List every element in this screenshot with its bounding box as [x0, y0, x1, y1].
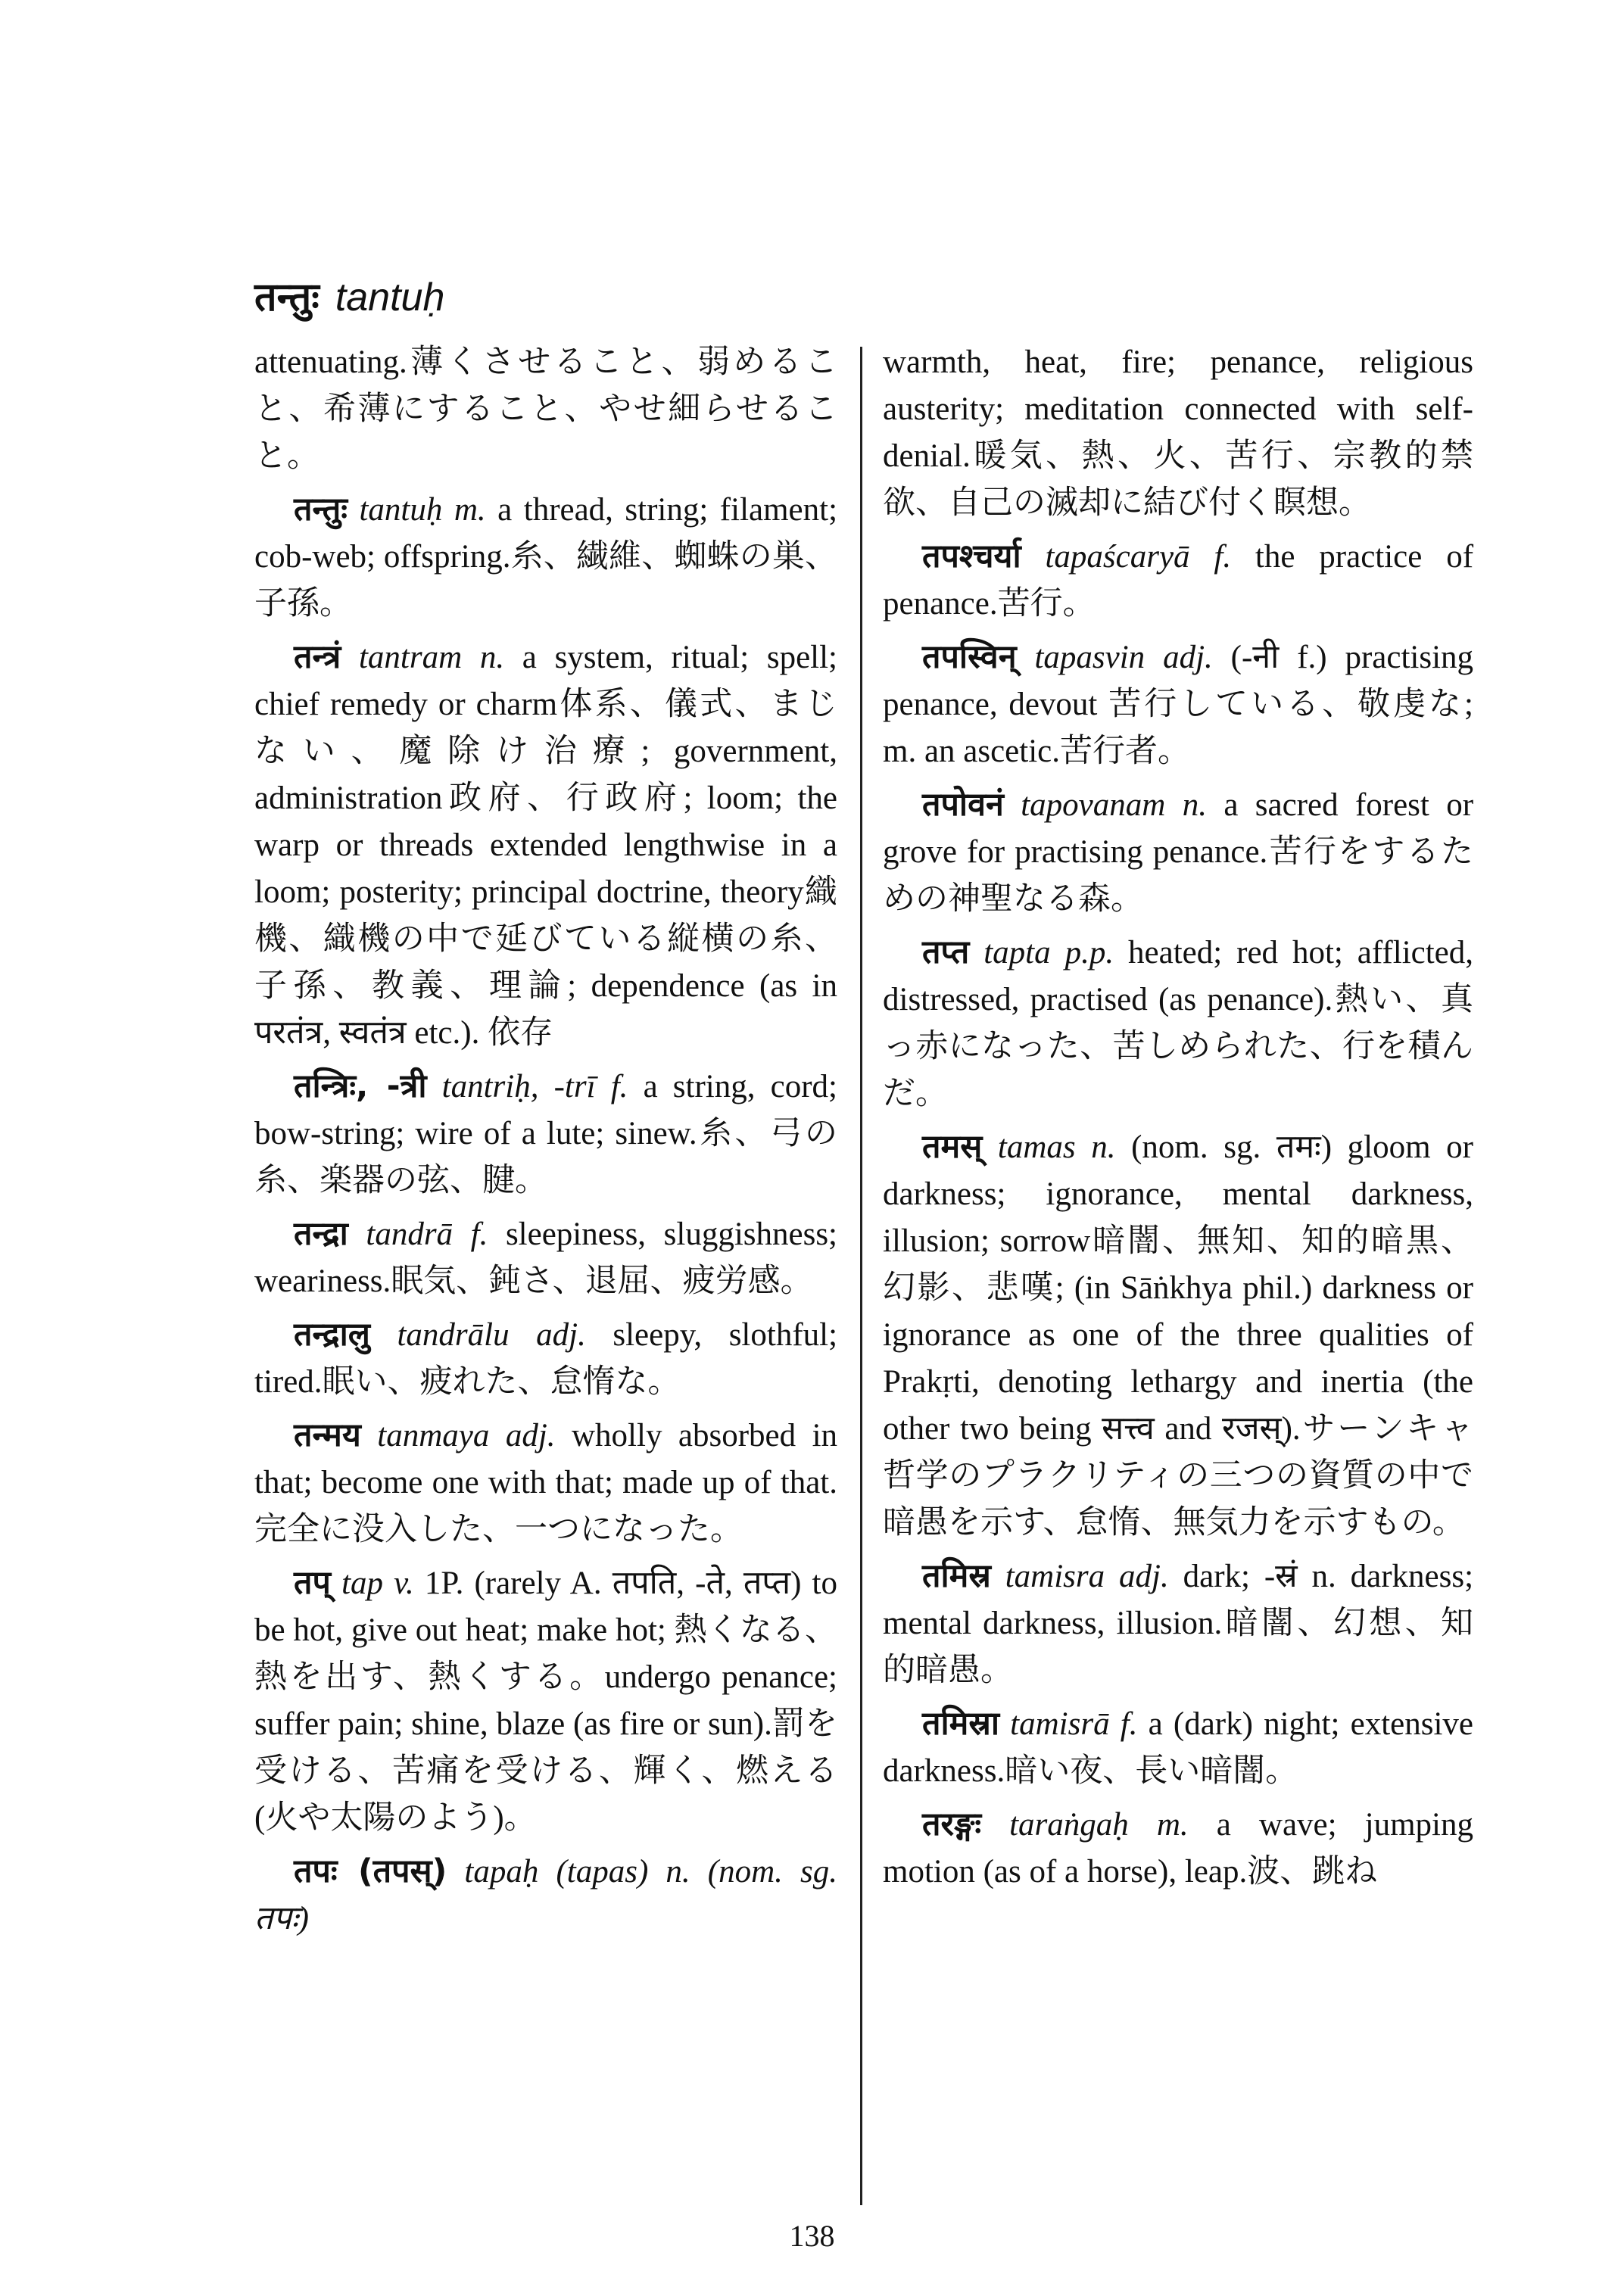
column-divider — [860, 347, 862, 2205]
entry-grammar: n. — [1091, 1129, 1116, 1165]
entry-translit: tantram — [358, 640, 463, 675]
entry-definition: a thread, string; filament; cob-web; offspring.糸、繊維、蜘蛛の巣、子孫。 — [254, 492, 838, 622]
entry-translit: tandrālu — [397, 1317, 510, 1353]
entry-devanagari: तप् — [294, 1564, 331, 1602]
entry-tapah — [254, 1848, 837, 1943]
entry-translit: tapasvin — [1034, 640, 1146, 675]
entry-definition: heated; red hot; afflicted, distressed, practised (as penance).熱い、真っ赤になった、苦しめられた、行を積んだ。 — [883, 935, 1474, 1111]
entry-tapta — [883, 929, 1473, 1117]
entry-devanagari: तपोवनं — [922, 786, 1004, 824]
entry-devanagari: तमिस्र — [922, 1557, 991, 1595]
entry-grammar: f. — [610, 1069, 628, 1104]
entry-tandralu — [254, 1311, 837, 1406]
header-headword-devanagari: तन्तुः — [254, 275, 320, 320]
entry-devanagari: तमिस्रा — [922, 1705, 999, 1743]
entry-translit: tamisrā — [1010, 1706, 1110, 1742]
entry-translit: tapaścaryā — [1045, 539, 1190, 575]
entry-tarangah — [883, 1801, 1473, 1896]
entry-grammar: f. — [470, 1217, 488, 1252]
entry-devanagari: तरङ्गः — [922, 1805, 982, 1843]
entry-tantrih — [254, 1063, 837, 1204]
entry-definition: (-नी f.) practising penance, devout 苦行している、敬虔な; m. an ascetic.苦行者。 — [883, 640, 1474, 769]
entry-translit: tandrā — [366, 1217, 454, 1252]
entry-definition: a string, cord; bow-string; wire of a lute; sinew.糸、弓の糸、楽器の弦、腱。 — [254, 1069, 837, 1198]
entry-definition: wholly absorbed in that; become one with that; made up of that.完全に没入した、一つになった。 — [254, 1418, 838, 1547]
entry-grammar: adj. — [505, 1418, 556, 1453]
entry-grammar: adj. — [1119, 1559, 1169, 1594]
entry-devanagari: तन्द्रालु — [294, 1316, 370, 1354]
entry-tantuh — [254, 486, 837, 628]
entry-definition: a wave; jumping motion (as of a horse), leap.波、跳ね — [883, 1807, 1473, 1890]
entry-devanagari: तन्द्रा — [294, 1215, 348, 1253]
entry-definition: a system, ritual; spell; chief remedy or charm体系、儀式、まじない、魔除け治療; government, administration政府、行政府; loom; the warp or threads extended lengthwise in a loom; posterity; principal doctrine, theory織機、織機の中で延びている縦横の糸、子孫、教義、理論; dependence (as in परतंत्र, स्वतंत्र etc.). 依存 — [254, 640, 838, 1051]
entry-devanagari: तपः (तपस्) — [294, 1852, 447, 1890]
entry-grammar: p.p. — [1064, 935, 1114, 970]
entry-grammar: adj. — [1163, 640, 1213, 675]
entry-translit: taraṅgaḥ — [1009, 1807, 1129, 1843]
entry-translit: tanmaya — [377, 1418, 490, 1453]
entry-translit: tap — [341, 1566, 384, 1601]
entry-tandra — [254, 1210, 837, 1305]
entry-devanagari: तपस्विन् — [922, 638, 1017, 676]
entry-definition: a sacred forest or grove for practising penance.苦行をするための神聖なる森。 — [883, 787, 1474, 917]
entry-devanagari: तन्त्रं — [294, 638, 341, 676]
entry-tamas — [883, 1123, 1473, 1547]
entry-grammar: f. — [1214, 539, 1232, 575]
entry-continuation — [254, 339, 837, 480]
entry-devanagari: तप्त — [922, 933, 970, 971]
right-column — [883, 339, 1473, 1902]
left-column — [254, 339, 837, 1949]
entry-translit: tantriḥ, -trī — [441, 1069, 596, 1104]
entry-translit: tapta — [983, 935, 1051, 970]
entry-grammar: n. — [479, 640, 505, 675]
entry-definition: dark; -स्रं n. darkness; mental darkness, illusion.暗闇、幻想、知的暗愚。 — [883, 1559, 1474, 1688]
entry-tapovanam — [883, 781, 1473, 923]
entry-definition: sleepy, slothful; tired.眠い、疲れた、怠惰な。 — [254, 1317, 838, 1400]
entry-devanagari: तमस् — [922, 1128, 983, 1166]
header-headword-translit: tantuḥ — [335, 276, 445, 319]
entry-devanagari: तपश्चर्या — [922, 537, 1021, 575]
entry-grammar: f. — [1120, 1706, 1138, 1742]
entry-definition: warmth, heat, fire; penance, religious austerity; meditation connected with self-denial.暖気、熱、火、苦行、宗教的禁欲、自己の滅却に結び付く瞑想。 — [883, 344, 1473, 521]
entry-grammar: m. — [1156, 1807, 1189, 1843]
entry-devanagari: तन्मय — [294, 1416, 361, 1454]
entry-tanmaya — [254, 1412, 837, 1553]
entry-tapascarya — [883, 533, 1473, 628]
entry-definition: attenuating.薄くさせること、弱めること、希薄にすること、やせ細らせること。 — [254, 344, 837, 474]
entry-definition: the practice of penance.苦行。 — [883, 539, 1474, 622]
entry-definition: (nom. sg. तमः) gloom or darkness; ignorance, mental darkness, illusion; sorrow暗闇、無知、知的暗黒、幻影、悲嘆; (in Sāṅkhya phil.) darkness or ignorance as one of the three qualities of Prakṛti, denoting lethargy and inertia (the other two being सत्त्व and रजस्).サーンキャ哲学のプラクリティの三つの資質の中で暗愚を示す、怠惰、無気力を示すもの。 — [883, 1129, 1473, 1541]
entry-definition: (nom. sg. तपः) — [254, 1854, 838, 1936]
running-header — [254, 271, 444, 325]
entry-grammar: m. — [454, 492, 486, 528]
entry-grammar: n. — [1182, 787, 1207, 823]
page-number: 138 — [789, 2219, 835, 2253]
entry-grammar: adj. — [536, 1317, 586, 1353]
entry-translit: tamisra — [1005, 1559, 1105, 1594]
entry-tap — [254, 1559, 837, 1842]
entry-definition: a (dark) night; extensive darkness.暗い夜、長い暗闇。 — [883, 1706, 1474, 1789]
entry-grammar: v. — [394, 1566, 414, 1601]
entry-devanagari: तन्तुः — [294, 491, 348, 528]
entry-tantram — [254, 634, 837, 1057]
entry-definition: sleepiness, sluggishness; weariness.眠気、鈍さ、退屈、疲労感。 — [254, 1217, 838, 1299]
entry-devanagari: तन्त्रिः, -त्री — [294, 1067, 427, 1105]
entry-tamisra-f — [883, 1700, 1473, 1795]
entry-translit: tapaḥ (tapas) — [464, 1854, 649, 1890]
entry-translit: tantuḥ — [359, 492, 443, 528]
entry-translit: tamas — [997, 1129, 1076, 1165]
entry-translit: tapovanam — [1021, 787, 1166, 823]
entry-grammar: n. — [665, 1854, 690, 1890]
entry-continuation — [883, 339, 1473, 527]
entry-tapasvin — [883, 634, 1473, 775]
entry-tamisra — [883, 1553, 1473, 1694]
entry-definition: 1P. (rarely A. तपति, -ते, तप्त) to be hot, give out heat; make hot; 熱くなる、熱を出す、熱くする。undergo penance; suffer pain; shine, blaze (as fire or sun).罰を受ける、苦痛を受ける、輝く、燃える(火や太陽のよう)。 — [254, 1566, 837, 1836]
